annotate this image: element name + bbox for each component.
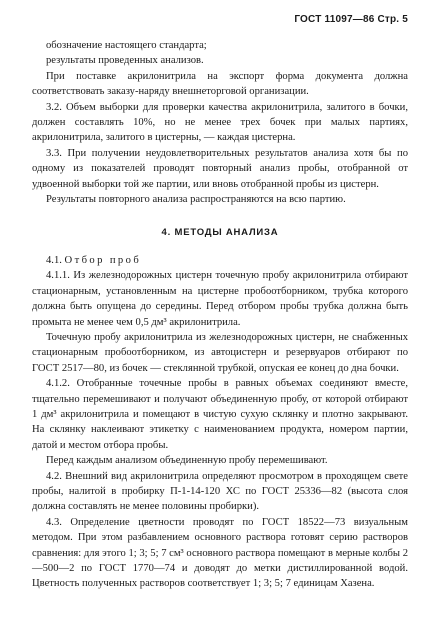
paragraph-4-2: 4.2. Внешний вид акрилонитрила определяют просмотром в проходящем свете пробы, налитой в пробирку П-1-14-120 ХС по ГОСТ 25336—82 (высота слоя должна составлять не менее половины пробирки). <box>32 470 408 513</box>
document-body <box>32 38 408 592</box>
paragraph-3-3: 3.3. При получении неудовлетворительных результатов анализа хотя бы по одному из показателей проводят повторный анализ пробы, отобранной от удвоенной выборки той же партии, или вновь отобранной пробы из цистерн. <box>32 147 408 190</box>
paragraph: Точечную пробу акрилонитрила из железнодорожных цистерн, не снабженных стационарным пробоотборником, из автоцистерн и резервуаров отбирают по ГОСТ 2517—80, из бочек — стеклянной трубкой, опуская ее конец до дна бочки. <box>32 331 408 374</box>
paragraph: результаты проведенных анализов. <box>46 55 204 67</box>
paragraph-4-1-1: 4.1.1. Из железнодорожных цистерн точечную пробу акрилонитрила отбирают стационарным, установленным на цистерне пробоотборником, трубка которого должна быть опущена до середины. Перед отбором пробы трубка должна быть промыта не менее чем 0,5 дм³ акрилонитрила. <box>32 270 408 328</box>
paragraph: Перед каждым анализом объединенную пробу перемешивают. <box>46 455 328 467</box>
subsection-number: 4.1. <box>46 254 62 266</box>
page-header: ГОСТ 11097—86 Стр. 5 <box>294 14 408 25</box>
paragraph-4-1-2: 4.1.2. Отобранные точечные пробы в равных объемах соединяют вместе, тщательно перемешивают и получают объединенную пробу, от которой отбирают 1 дм³ акрилонитрила и помещают в чистую сухую склянку и плотно закрывают. На склянку наклеивают этикетку с наименованием продукта, номером партии, датой и местом отбора пробы. <box>32 378 408 451</box>
paragraph-4-3: 4.3. Определение цветности проводят по ГОСТ 18522—73 визуальным методом. При этом разбавлением основного раствора готовят серию растворов сравнения: для этого 1; 3; 5; 7 см³ основного раствора помещают в мерные колбы 2—500—2 по ГОСТ 1770—74 и доводят до метки дистиллированной водой. Цветность полученных растворов соответствует 1; 3; 5; 7 единицам Хазена. <box>32 516 408 590</box>
section-title: 4. МЕТОДЫ АНАЛИЗА <box>161 227 279 239</box>
paragraph-3-2: 3.2. Объем выборки для проверки качества акрилонитрила, залитого в бочки, должен составлять 10%, но не менее трех бочек при малых партиях, акрилонитрила, залитого в цистерны, — каждая цистерна. <box>32 101 408 144</box>
paragraph: При поставке акрилонитрила на экспорт форма документа должна соответствовать заказу-наряду внешнеторговой организации. <box>32 70 408 98</box>
subsection-heading-4-1 <box>32 253 408 268</box>
paragraph: Результаты повторного анализа распространяются на всю партию. <box>46 194 346 206</box>
paragraph: обозначение настоящего стандарта; <box>46 40 207 51</box>
subsection-title: Отбор проб <box>64 254 142 266</box>
